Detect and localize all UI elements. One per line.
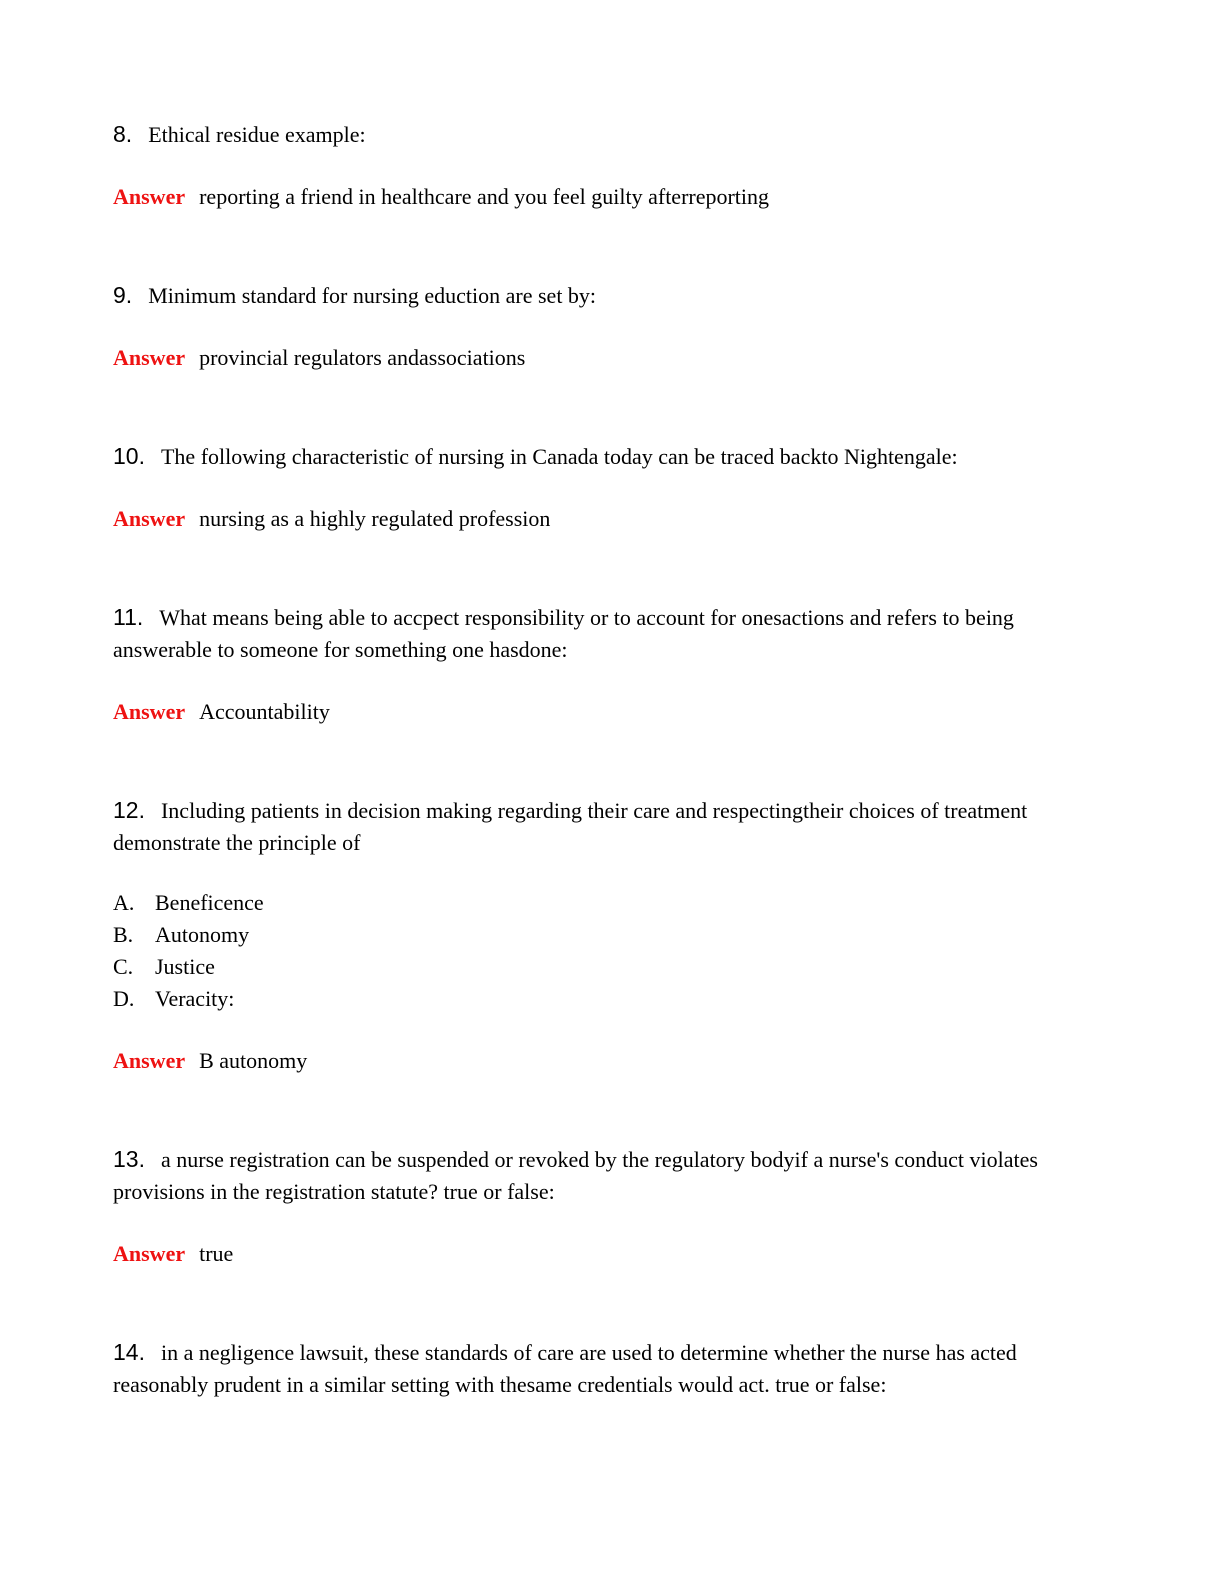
question-line <box>113 601 1112 666</box>
question-text: a nurse registration can be suspended or revoked by the regulatory bodyif a nurse's conduct violates provisions in the registration statute? true or false: <box>113 1147 1038 1204</box>
answer-label: Answer <box>113 184 186 209</box>
answer-label: Answer <box>113 699 186 724</box>
question-text: Ethical residue example: <box>148 122 366 147</box>
option-item <box>113 983 1112 1015</box>
question-text: Minimum standard for nursing eduction are set by: <box>148 283 597 308</box>
option-letter: C. <box>113 954 134 979</box>
option-letter: D. <box>113 986 135 1011</box>
answer-text: Accountability <box>199 699 330 724</box>
question-line <box>113 1336 1112 1401</box>
options-list <box>113 887 1112 1015</box>
question-line <box>113 279 1112 312</box>
question-block <box>113 440 1112 535</box>
question-number: 13. <box>113 1146 145 1172</box>
answer-line <box>113 181 1112 213</box>
answer-text: true <box>199 1241 234 1266</box>
answer-label: Answer <box>113 345 186 370</box>
question-block <box>113 794 1112 1077</box>
option-letter: A. <box>113 890 135 915</box>
question-block <box>113 1143 1112 1270</box>
question-number: 9. <box>113 282 133 308</box>
question-number: 11. <box>113 604 144 630</box>
answer-text: nursing as a highly regulated profession <box>199 506 551 531</box>
question-text: in a negligence lawsuit, these standards of care are used to determine whether the nurse has acted reasonably prudent in a similar setting with thesame credentials would act. true or false: <box>113 1340 1017 1397</box>
question-text: Including patients in decision making regarding their care and respectingtheir choices of treatment demonstrate the principle of <box>113 798 1028 855</box>
answer-label: Answer <box>113 1241 186 1266</box>
answer-line <box>113 342 1112 374</box>
questions-list <box>113 118 1112 1401</box>
option-item <box>113 951 1112 983</box>
question-text: The following characteristic of nursing in Canada today can be traced backto Nightengale: <box>160 444 958 469</box>
question-block <box>113 118 1112 213</box>
question-number: 14. <box>113 1339 145 1365</box>
question-text: What means being able to accpect responsibility or to account for onesactions and refers to being answerable to someone for something one hasdone: <box>113 605 1014 662</box>
option-item <box>113 919 1112 951</box>
option-letter: B. <box>113 922 134 947</box>
answer-text: B autonomy <box>199 1048 308 1073</box>
option-text: Autonomy <box>155 922 250 947</box>
answer-label: Answer <box>113 1048 186 1073</box>
question-line <box>113 440 1112 473</box>
option-text: Beneficence <box>155 890 264 915</box>
answer-text: provincial regulators andassociations <box>199 345 526 370</box>
answer-line <box>113 503 1112 535</box>
answer-line <box>113 1238 1112 1270</box>
question-block <box>113 279 1112 374</box>
answer-line <box>113 696 1112 728</box>
answer-label: Answer <box>113 506 186 531</box>
answer-text: reporting a friend in healthcare and you feel guilty afterreporting <box>199 184 770 209</box>
question-number: 10. <box>113 443 145 469</box>
option-text: Justice <box>155 954 215 979</box>
question-line <box>113 118 1112 151</box>
question-number: 8. <box>113 121 133 147</box>
question-line <box>113 794 1112 859</box>
question-line <box>113 1143 1112 1208</box>
option-item <box>113 887 1112 919</box>
question-number: 12. <box>113 797 145 823</box>
question-block <box>113 601 1112 728</box>
option-text: Veracity: <box>155 986 235 1011</box>
answer-line <box>113 1045 1112 1077</box>
question-block <box>113 1336 1112 1401</box>
